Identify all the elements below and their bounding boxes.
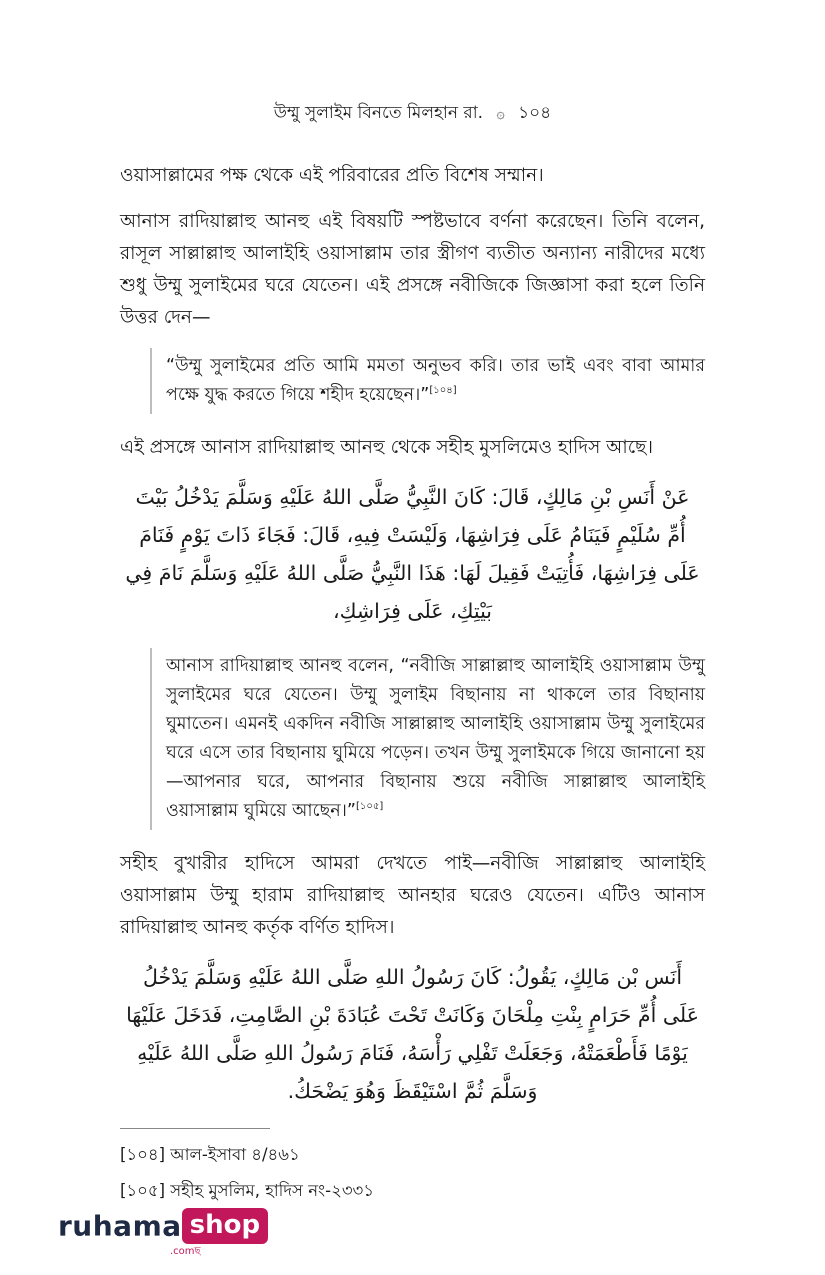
footnote-105-text: সহীহ মুসলিম, হাদিস নং-২৩৩১ xyxy=(170,1181,374,1200)
arabic-hadith-1: عَنْ أَنَسِ بْنِ مَالِكٍ، قَالَ: كَانَ النَّبِيُّ صَلَّى اللهُ عَلَيْهِ وَسَلَّمَ يَدْخُلُ بَيْتَ أُمِّ سُلَيْمٍ فَيَنَامُ عَلَى فِرَاشِهَا، وَلَيْسَتْ فِيهِ، قَالَ: فَجَاءَ ذَاتَ يَوْمٍ فَنَامَ عَلَى فِرَاشِهَا، فَأُتِيَتْ فَقِيلَ لَهَا: هَذَا النَّبِيُّ صَلَّى اللهُ عَلَيْهِ وَسَلَّمَ نَامَ فِي بَيْتِكِ، عَلَى فِرَاشِكِ، xyxy=(125,485,700,623)
running-header xyxy=(0,100,825,128)
ruhama-shop-logo xyxy=(58,1208,268,1257)
quote-1-text: “উম্মু সুলাইমের প্রতি আমি মমতা অনুভব করি। তার ভাই এবং বাবা আমার পক্ষে যুদ্ধ করতে গিয়ে শহীদ হয়েছেন।” xyxy=(166,356,705,405)
block-quote-1 xyxy=(150,348,705,414)
ornament-icon: ۞ xyxy=(496,106,505,122)
quote-2-text: আনাস রাদিয়াল্লাহু আনহু বলেন, “নবীজি সাল্লাল্লাহু আলাইহি ওয়াসাল্লাম উম্মু সুলাইমের ঘরে যেতেন। উম্মু সুলাইম বিছানায় না থাকলে তার বিছানায় ঘুমাতেন। এমনই একদিন নবীজি সাল্লাল্লাহু আলাইহি ওয়াসাল্লাম উম্মু সুলাইমের ঘরে এসে তার বিছানায় ঘুমিয়ে পড়েন। তখন উম্মু সুলাইমকে গিয়ে জানানো হয়—আপনার ঘরে, আপনার বিছানায় শুয়ে নবীজি সাল্লাল্লাহু আলাইহি ওয়াসাল্লাম ঘুমিয়ে আছেন।” xyxy=(166,656,705,821)
paragraph-3: এই প্রসঙ্গে আনাস রাদিয়াল্লাহু আনহু থেকে সহীহ মুসলিমেও হাদিস আছে। xyxy=(120,437,654,458)
footnote-105-ref: [১০৫] xyxy=(120,1181,166,1200)
page-number: ১০৪ xyxy=(518,103,552,123)
arabic-hadith-2: أَنَس بْن مَالِكٍ، يَقُولُ: كَانَ رَسُولُ اللهِ صَلَّى اللهُ عَلَيْهِ وَسَلَّمَ يَدْخُلُ عَلَى أُمِّ حَرَامٍ بِنْتِ مِلْحَانَ وَكَانَتْ تَحْتَ عُبَادَةَ بْنِ الصَّامِتِ، فَدَخَلَ عَلَيْهَا يَوْمًا فَأَطْعَمَتْهُ، وَجَعَلَتْ تَفْلِي رَأْسَهُ، فَنَامَ رَسُولُ اللهِ صَلَّى اللهُ عَلَيْهِ وَسَلَّمَ ثُمَّ اسْتَيْقَظَ وَهُوَ يَضْحَكُ. xyxy=(126,965,699,1103)
logo-suffix: .comছ xyxy=(170,1246,201,1257)
footnote-divider xyxy=(120,1128,270,1129)
logo-word-shop: shop xyxy=(182,1208,268,1244)
paragraph-1: ওয়াসাল্লামের পক্ষ থেকে এই পরিবারের প্রতি বিশেষ সম্মান। xyxy=(120,165,544,186)
footnote-104-text: আল-ইসাবা ৪/৪৬১ xyxy=(170,1145,300,1164)
footnote-104 xyxy=(120,1143,705,1167)
block-quote-2 xyxy=(150,648,705,830)
footnote-105 xyxy=(120,1179,705,1203)
footnote-ref-105[interactable]: [১০৫] xyxy=(355,801,384,813)
paragraph-2: আনাস রাদিয়াল্লাহু আনহু এই বিষয়টি স্পষ্টভাবে বর্ণনা করেছেন। তিনি বলেন, রাসূল সাল্লাল্লাহু আলাইহি ওয়াসাল্লাম তার স্ত্রীগণ ব্যতীত অন্যান্য নারীদের মধ্যে শুধু উম্মু সুলাইমের ঘরে যেতেন। এই প্রসঙ্গে নবীজিকে জিজ্ঞাসা করা হলে তিনি উত্তর দেন— xyxy=(120,211,705,328)
footnote-104-ref: [১০৪] xyxy=(120,1145,166,1164)
page-body xyxy=(120,160,705,1215)
footnote-ref-104[interactable]: [১০৪] xyxy=(429,385,457,397)
paragraph-4: সহীহ বুখারীর হাদিসে আমরা দেখতে পাই—নবীজি সাল্লাল্লাহু আলাইহি ওয়াসাল্লাম উম্মু হারাম রাদিয়াল্লাহু আনহার ঘরেও যেতেন। এটিও আনাস রাদিয়াল্লাহু আনহু কর্তৃক বর্ণিত হাদিস। xyxy=(120,853,705,938)
header-title: উম্মু সুলাইম বিনতে মিলহান রা. xyxy=(273,103,484,123)
logo-word-ruhama: ruhama xyxy=(58,1209,182,1243)
